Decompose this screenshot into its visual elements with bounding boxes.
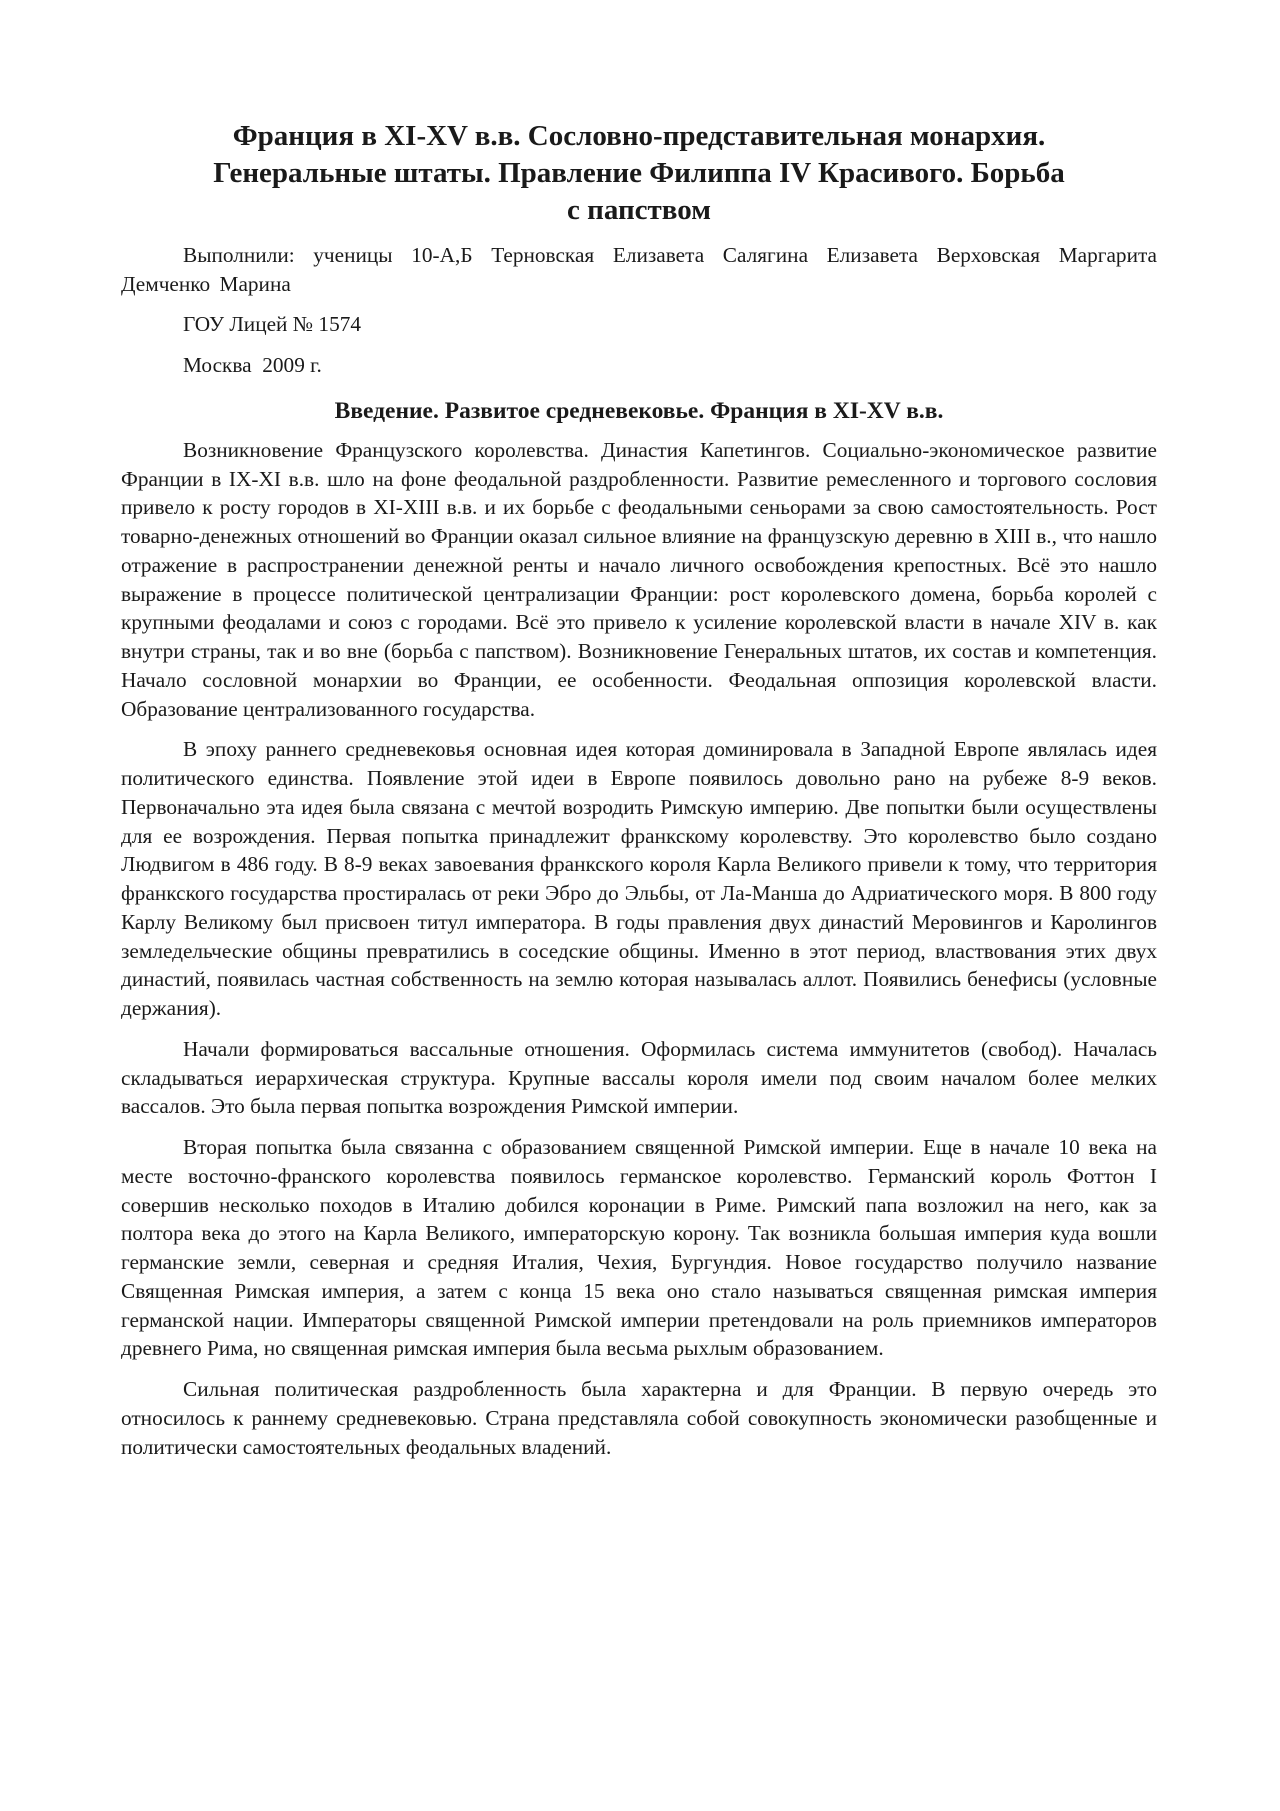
place-year-line: Москва 2009 г. (183, 353, 322, 378)
title-line-2: Генеральные штаты. Правление Филиппа IV Красивого. Борьба (213, 157, 1065, 189)
paragraph-2: В эпоху раннего средневековья основная идея которая доминировала в Западной Европе являлась идея политического единства. Появление этой идеи в Европе появилось довольно рано на рубеже 8-9 веков. Первоначально эта идея была связана с мечтой возродить Римскую империю. Две попытки были осуществлены для ее возрождения. Первая попытка принадлежит франкскому королевству. Это королевство было создано Людвигом в 486 году. В 8-9 веках завоевания франкского короля Карла Великого привели к тому, что территория франкского государства простиралась от реки Эбро до Эльбы, от Ла-Манша до Адриатического моря. В 800 году Карлу Великому был присвоен титул императора. В годы правления двух династий Меровингов и Каролингов земледельческие общины превратились в соседские общины. Именно в этот период, властвования этих двух династий, появилась частная собственность на землю которая называлась аллот. Появились бенефисы (условные держания). (121, 737, 1157, 1021)
paragraph-4: Вторая попытка была связанна с образованием священной Римской империи. Еще в начале 10 века на месте восточно-франского королевства появилось германское королевство. Германский король Фоттон I совершив несколько походов в Италию добился коронации в Риме. Римский папа возложил на него, как за полтора века до этого на Карла Великого, императорскую корону. Так возникла большая империя куда вошли германские земли, северная и средняя Италия, Чехия, Бургундия. Новое государство получило название Священная Римская империя, а затем с конца 15 века оно стало называться священная римская империя германской нации. Императоры священной Римской империи претендовали на роль приемников императоров древнего Рима, но священная римская империя была весьма рыхлым образованием. (121, 1135, 1157, 1361)
title-line-1: Франция в XI-XV в.в. Сословно-представительная монархия. (232, 120, 1046, 152)
paragraph-3: Начали формироваться вассальные отношения. Оформилась система иммунитетов (свобод). Началась складываться иерархическая структура. Крупные вассалы короля имели под своим началом более мелких вассалов. Это была первая попытка возрождения Римской империи. (121, 1036, 1157, 1119)
paragraph-5: Сильная политическая раздробленность была характерна и для Франции. В первую очередь это относилось к раннему средневековью. Страна представляла собой совокупность экономически разобщенные и политически самостоятельных феодальных владений. (121, 1377, 1157, 1459)
title-line-3: с папством (567, 194, 711, 226)
school-line: ГОУ Лицей № 1574 (183, 312, 362, 337)
paragraph-1: Возникновение Французского королевства. Династия Капетингов. Социально-экономическое развитие Франции в IX-XI в.в. шло на фоне феодальной раздробленности. Развитие ремесленного и торгового сословия привело к росту городов в XI-XIII в.в. и их борьбе с феодальными сеньорами за свою самостоятельность. Рост товарно-денежных отношений во Франции оказал сильное влияние на французскую деревню в XIII в., что нашло отражение в распространении денежной ренты и начало личного освобождения крепостных. Всё это нашло выражение в процессе политической централизации Франции: рост королевского домена, борьба королей с крупными феодалами и союз с городами. Всё это привело к усиление королевской власти в начале XIV в. как внутри страны, так и во вне (борьба с папством). Возникновение Генеральных штатов, их состав и компетенция. Начало сословной монархии во Франции, ее особенности. Феодальная оппозиция королевской власти. Образование централизованного государства. (121, 437, 1157, 721)
document-title (121, 118, 1157, 229)
authors-line: Выполнили: ученицы 10-А,Б Терновская Елизавета Салягина Елизавета Верховская Маргарита Демченко Марина (121, 243, 1157, 296)
document-page (121, 118, 1157, 1473)
section-heading: Введение. Развитое средневековье. Франция в XI-XV в.в. (334, 397, 944, 424)
